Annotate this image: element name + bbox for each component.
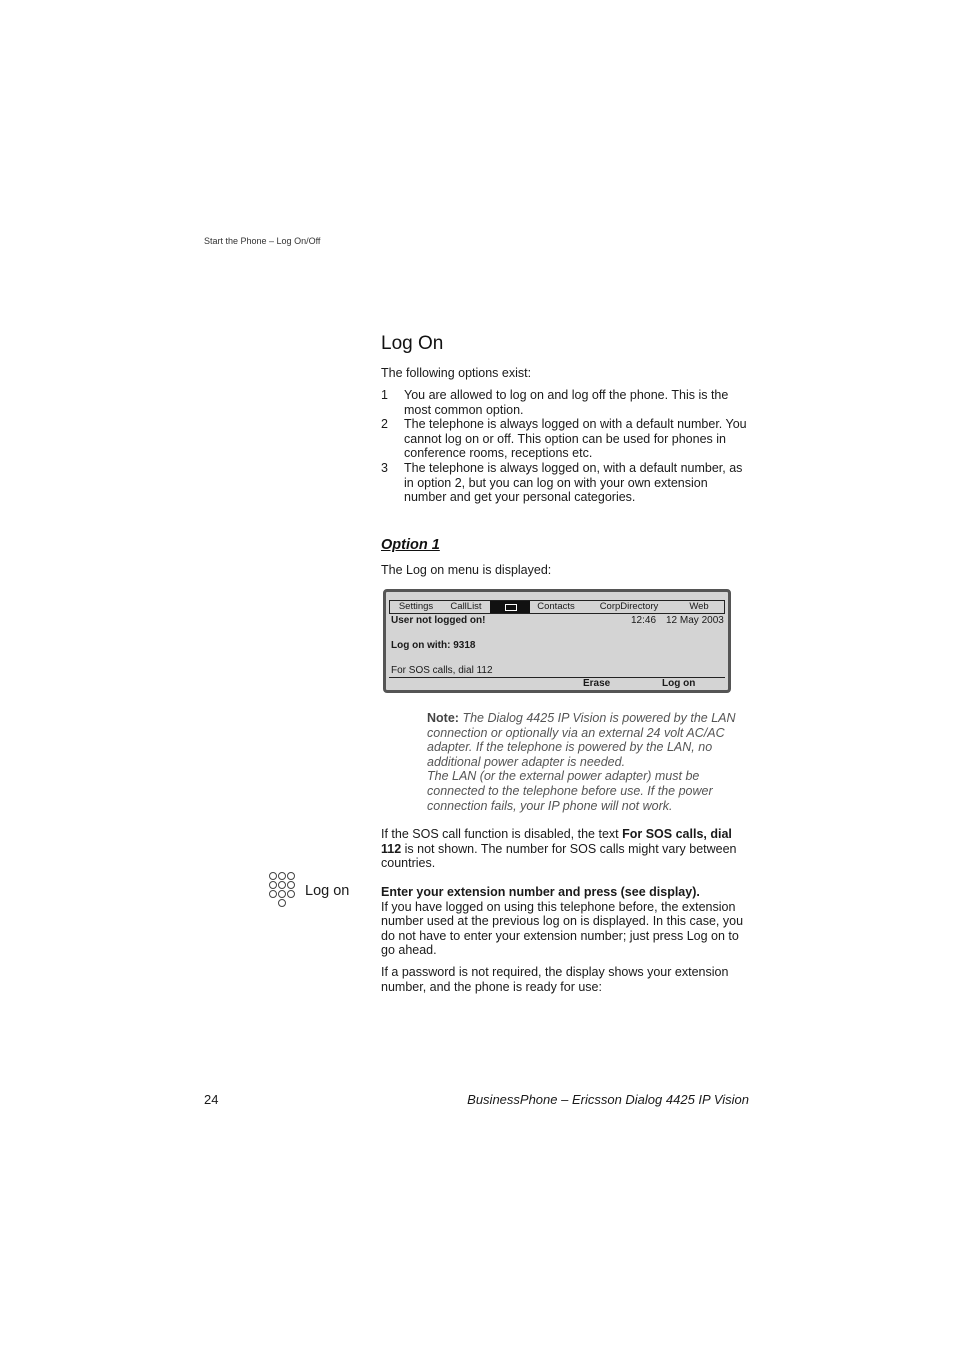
note-label: Note:: [427, 711, 459, 725]
list-item: [381, 388, 751, 417]
list-number: 3: [381, 460, 388, 475]
note-text-2: The LAN (or the external power adapter) must be connected to the telephone before use. If the power connection fails, your IP phone will not work.: [427, 769, 713, 813]
menu-intro-text: The Log on menu is displayed:: [381, 563, 552, 577]
tab-corpdirectory[interactable]: CorpDirectory: [599, 601, 659, 612]
page-number: 24: [204, 1092, 219, 1107]
step-detail-2: If a password is not required, the display shows your extension number, and the phone is ready for use:: [381, 965, 729, 994]
step-instruction: [381, 885, 749, 958]
keypad-icon: [269, 872, 295, 908]
step-detail: If you have logged on using this telephone before, the extension number used at the previous log on is displayed. In this case, you do not have to enter your extension number; just press Log on to go ahead.: [381, 899, 744, 958]
footer-title: BusinessPhone – Ericsson Dialog 4425 IP Vision: [467, 1092, 749, 1107]
sos-line: For SOS calls, dial 112: [391, 665, 493, 676]
logon-margin-label: Log on: [305, 883, 350, 899]
display-menu-bar: [389, 600, 725, 614]
sos-text-pre: If the SOS call function is disabled, the text: [381, 827, 623, 841]
logon-number: Log on with: 9318: [391, 640, 476, 651]
sos-paragraph: [381, 827, 751, 871]
running-header: Start the Phone – Log On/Off: [204, 236, 321, 246]
list-item: [381, 461, 751, 505]
section-title: Log On: [381, 333, 444, 354]
sos-text-bold: For SOS calls, dial 112: [381, 827, 732, 856]
option-1-title: Option 1: [381, 537, 440, 553]
list-text: You are allowed to log on and log off the phone. This is the most common option.: [404, 388, 729, 417]
display-date: 12 May 2003: [666, 615, 724, 626]
sos-text-post: is not shown. The number for SOS calls might vary between countries.: [381, 841, 737, 871]
tab-settings[interactable]: Settings: [398, 601, 434, 612]
tab-display-icon[interactable]: [490, 601, 530, 613]
list-text: The telephone is always logged on with a default number. You cannot log on or off. This option can be used for phones in conference rooms, receptions etc.: [404, 417, 747, 461]
note-text: The Dialog 4425 IP Vision is powered by the LAN connection or optionally via an external 24 volt AC/AC adapter. If the telephone is powered by the LAN, no additional power adapter is needed.: [427, 711, 736, 769]
list-number: 2: [381, 417, 388, 432]
phone-display: [383, 589, 731, 693]
step-instruction-text: Enter your extension number and press (see display).: [381, 885, 700, 899]
screen-icon: [505, 604, 517, 611]
softkey-bar: [389, 677, 725, 690]
tab-calllist[interactable]: CallList: [450, 601, 482, 612]
display-time: 12:46: [631, 615, 657, 626]
list-text: The telephone is always logged on, with a default number, as in option 2, but you can log on with your own extension number and get your personal categories.: [404, 460, 743, 505]
list-number: 1: [381, 388, 388, 402]
intro-text: The following options exist:: [381, 366, 532, 380]
tab-web[interactable]: Web: [689, 601, 709, 612]
list-item: [381, 417, 751, 461]
erase-softkey[interactable]: Erase: [583, 678, 611, 689]
logon-softkey[interactable]: Log on: [662, 678, 696, 689]
tab-contacts[interactable]: Contacts: [537, 601, 575, 612]
logon-status: User not logged on!: [391, 615, 486, 626]
options-list: [381, 388, 751, 505]
note-block: [427, 711, 747, 813]
